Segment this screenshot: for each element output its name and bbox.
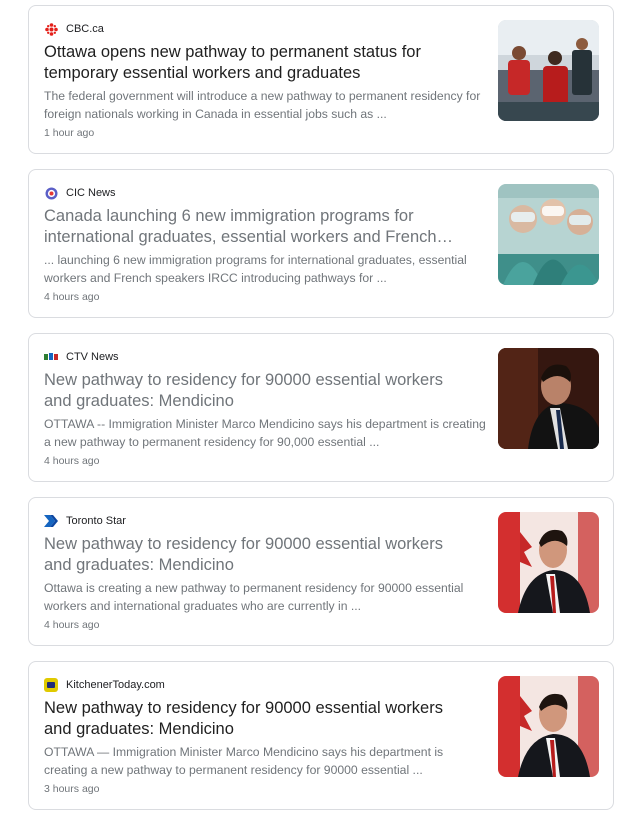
toronto-star-icon [44, 514, 58, 528]
news-feed [28, 5, 614, 825]
news-card[interactable] [28, 661, 614, 810]
news-headline-link[interactable]: Canada launching 6 new immigration programs for international graduates, essential workers and French… [44, 207, 454, 246]
news-timestamp: 4 hours ago [44, 291, 100, 303]
news-thumbnail[interactable] [498, 676, 599, 777]
news-thumbnail[interactable] [498, 348, 599, 449]
news-card[interactable] [28, 333, 614, 482]
news-thumbnail[interactable] [498, 20, 599, 121]
news-snippet: OTTAWA — Immigration Minister Marco Mendicino says his department is creating a new pathway to permanent residency for 90000 essential ... [44, 745, 444, 777]
news-source-name: KitchenerToday.com [66, 679, 165, 691]
news-headline-link[interactable]: New pathway to residency for 90000 essential workers and graduates: Mendicino [44, 699, 443, 738]
news-source[interactable] [44, 514, 126, 528]
news-headline-link[interactable]: New pathway to residency for 90000 essential workers and graduates: Mendicino [44, 535, 443, 574]
news-timestamp: 1 hour ago [44, 127, 95, 139]
news-headline-link[interactable]: New pathway to residency for 90000 essential workers and graduates: Mendicino [44, 371, 443, 410]
news-source-name: CIC News [66, 187, 116, 199]
news-source-name: CTV News [66, 351, 119, 363]
news-card[interactable] [28, 497, 614, 646]
news-snippet: OTTAWA -- Immigration Minister Marco Mendicino says his department is creating a new pathway to permanent residency for 90,000 essential ... [44, 417, 486, 449]
news-card[interactable] [28, 5, 614, 154]
news-snippet: Ottawa is creating a new pathway to permanent residency for 90000 essential workers and international graduates who are currently in ... [44, 581, 464, 613]
news-thumbnail[interactable] [498, 184, 599, 285]
cic-news-icon [44, 186, 58, 200]
news-headline-link[interactable]: Ottawa opens new pathway to permanent status for temporary essential workers and graduates [44, 43, 421, 82]
news-thumbnail[interactable] [498, 512, 599, 613]
news-source-name: Toronto Star [66, 515, 126, 527]
news-source[interactable] [44, 22, 104, 36]
news-snippet: ... launching 6 new immigration programs for international graduates, essential workers and French speakers IRCC introducing pathways for ... [44, 253, 467, 285]
kitchener-today-icon [44, 678, 58, 692]
news-source-name: CBC.ca [66, 23, 104, 35]
news-snippet: The federal government will introduce a new pathway to permanent residency for foreign nationals working in Canada in essential jobs such as ... [44, 89, 481, 121]
news-timestamp: 4 hours ago [44, 619, 100, 631]
news-timestamp: 4 hours ago [44, 455, 100, 467]
news-source[interactable] [44, 678, 165, 692]
ctv-news-icon [44, 350, 58, 364]
news-source[interactable] [44, 350, 119, 364]
cbc-gem-icon [44, 22, 58, 36]
news-timestamp: 3 hours ago [44, 783, 100, 795]
news-card[interactable] [28, 169, 614, 318]
news-source[interactable] [44, 186, 116, 200]
